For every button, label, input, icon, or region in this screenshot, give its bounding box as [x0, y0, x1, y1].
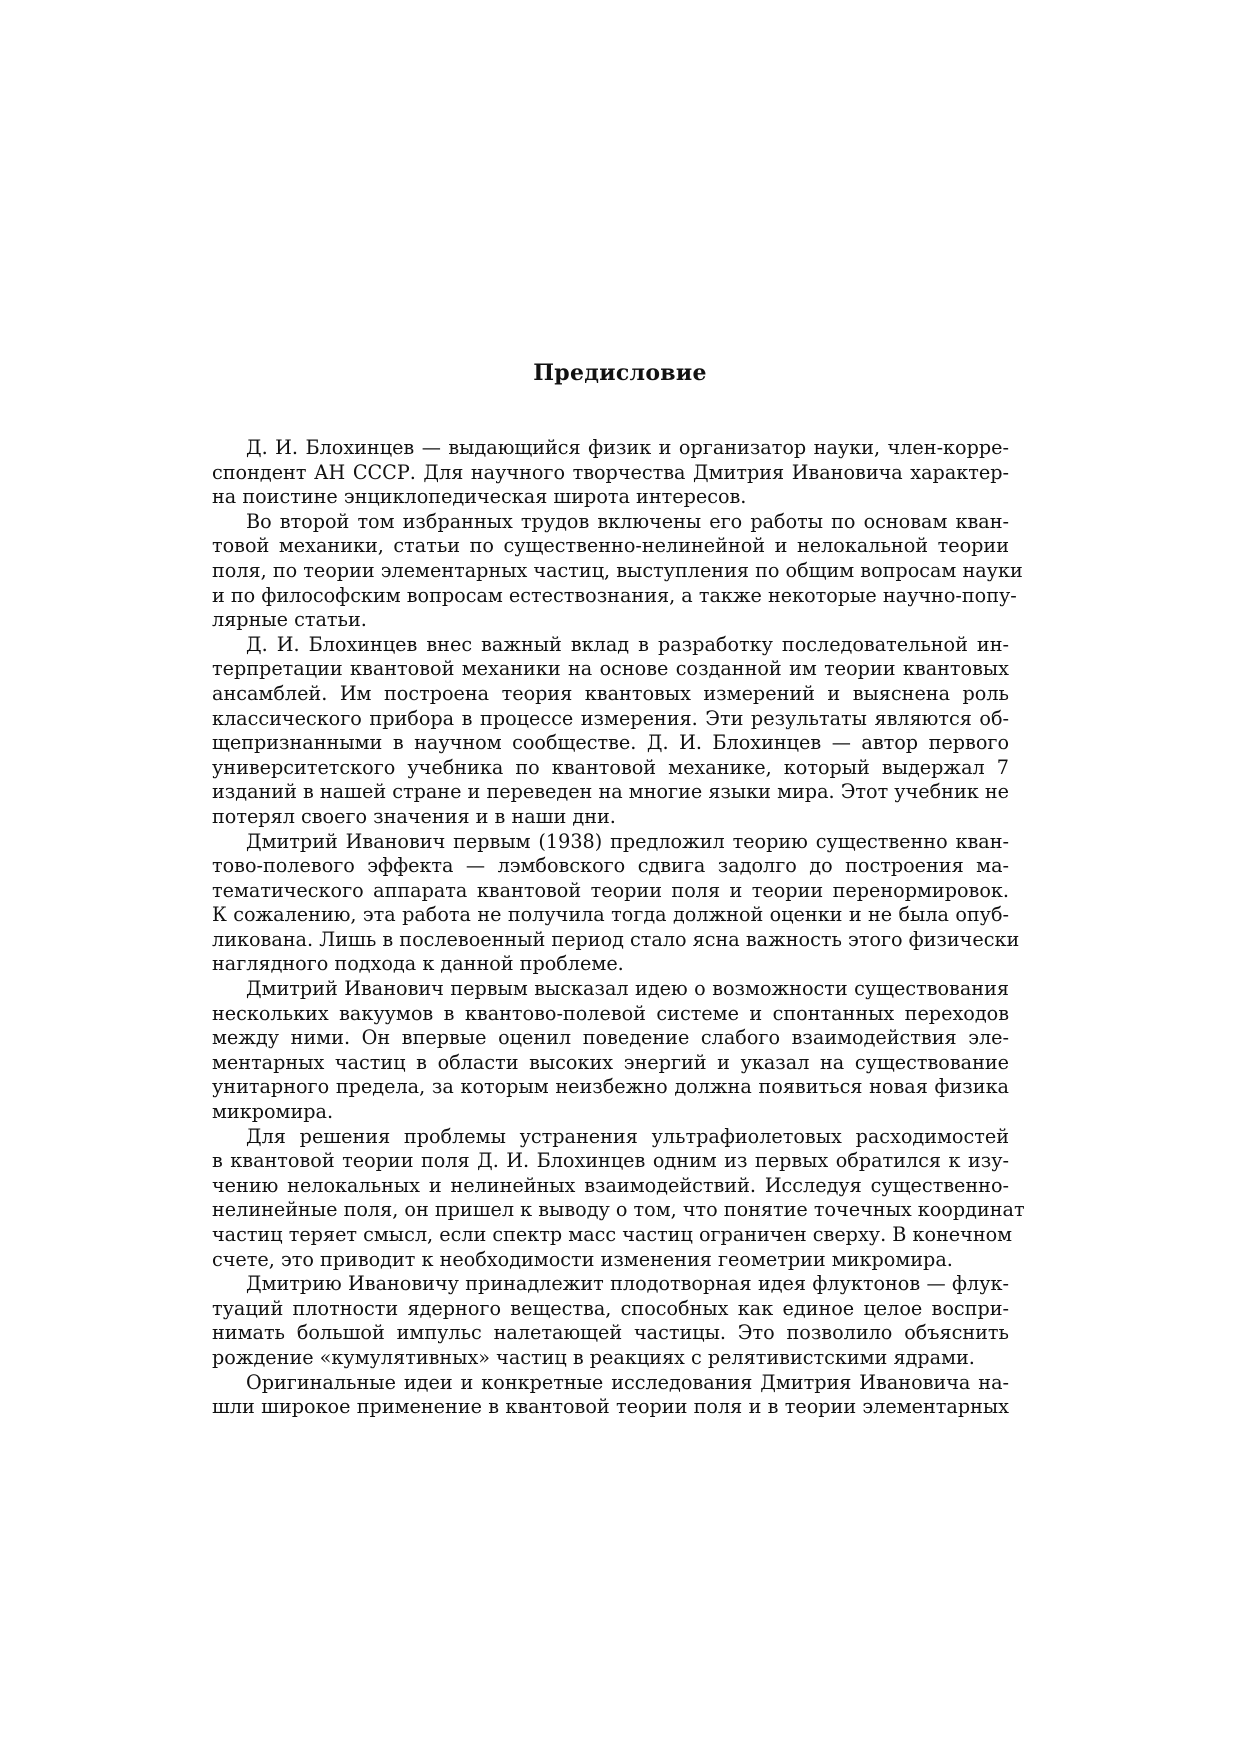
text-line: частиц теряет смысл, если спектр масс частиц ограничен сверху. В конечном	[212, 1223, 1013, 1246]
text-line: унитарного предела, за которым неизбежно должна появиться новая физика	[212, 1075, 1009, 1099]
text-line: потерял своего значения и в наши дни.	[212, 804, 616, 828]
text-line: в квантовой теории поля Д. И. Блохинцев одним из первых обратился к изу-	[212, 1149, 1009, 1173]
text-line: шли широкое применение в квантовой теории поля и в теории элементарных	[212, 1395, 1009, 1419]
paragraph	[212, 1272, 1009, 1370]
text-line: ментарных частиц в области высоких энергий и указал на существование	[212, 1050, 1009, 1074]
text-line: К сожалению, эта работа не получила тогда должной оценки и не была опуб-	[212, 903, 1009, 927]
text-line: между ними. Он впервые оценил поведение слабого взаимодействия эле-	[212, 1026, 1009, 1050]
text-line: Во второй том избранных трудов включены его работы по основам кван-	[246, 509, 1009, 533]
paragraph	[212, 829, 1020, 978]
text-line: и по философским вопросам естествознания, а также некоторые научно-попу-	[212, 583, 1017, 607]
text-line: тово-полевого эффекта — лэмбовского сдвига задолго до построения ма-	[212, 854, 1009, 878]
text-line: микромира.	[212, 1100, 334, 1124]
text-line: классического прибора в процессе измерения. Эти результаты являются об-	[212, 706, 1009, 730]
paragraph	[212, 436, 1009, 510]
text-line: нимать большой импульс налетающей частицы. Это позволило объяснить	[212, 1321, 1009, 1345]
text-line: спондент АН СССР. Для научного творчества Дмитрия Ивановича характер-	[212, 460, 1009, 484]
text-line: щепризнанными в научном сообществе. Д. И. Блохинцев — автор первого	[212, 731, 1009, 755]
text-line: наглядного подхода к данной проблеме.	[212, 952, 624, 976]
text-line: Д. И. Блохинцев внес важный вклад в разработку последовательной ин-	[246, 632, 1009, 656]
paragraph	[212, 509, 1023, 633]
text-line: Д. И. Блохинцев — выдающийся физик и организатор науки, член-корре-	[246, 436, 1009, 459]
text-line: ансамблей. Им построена теория квантовых измерений и выяснена роль	[212, 681, 1009, 705]
text-line: чению нелокальных и нелинейных взаимодействий. Исследуя существенно-	[212, 1173, 1009, 1197]
text-line: на поистине энциклопедическая широта интересов.	[212, 485, 747, 509]
text-line: тематического аппарата квантовой теории поля и теории перенормировок.	[212, 878, 1009, 902]
text-line: терпретации квантовой механики на основе созданной им теории квантовых	[212, 657, 1009, 681]
text-line: Для решения проблемы устранения ультрафиолетовых расходимостей	[246, 1124, 1009, 1148]
text-line: университетского учебника по квантовой механике, который выдержал 7	[212, 755, 1009, 779]
paragraph	[212, 977, 1009, 1125]
text-line: изданий в нашей стране и переведен на многие языки мира. Этот учебник не	[212, 780, 1009, 804]
text-line: счете, это приводит к необходимости изменения геометрии микромира.	[212, 1247, 953, 1271]
page-title: Предисловие	[533, 360, 707, 386]
text-line: поля, по теории элементарных частиц, выступления по общим вопросам науки	[212, 558, 1023, 582]
text-line: лярные статьи.	[212, 608, 367, 632]
paragraph	[212, 1371, 1009, 1420]
text-line: товой механики, статьи по существенно-нелинейной и нелокальной теории	[212, 534, 1009, 558]
text-line: Дмитрию Ивановичу принадлежит плодотворная идея флуктонов — флук-	[246, 1272, 1009, 1296]
text-line: Оригинальные идеи и конкретные исследования Дмитрия Ивановича на-	[246, 1370, 1009, 1394]
text-line: Дмитрий Иванович первым высказал идею о возможности существования	[246, 977, 1009, 1001]
body-text	[212, 436, 1025, 1420]
paragraph	[212, 1124, 1025, 1273]
text-line: Дмитрий Иванович первым (1938) предложил теорию существенно кван-	[246, 829, 1009, 853]
text-line: ликована. Лишь в послевоенный период стало ясна важность этого физически	[212, 927, 1020, 951]
text-line: нелинейные поля, он пришел к выводу о том, что понятие точечных координат	[212, 1198, 1025, 1222]
text-line: туаций плотности ядерного вещества, способных как единое целое воспри-	[212, 1296, 1009, 1320]
paragraph	[212, 633, 1009, 830]
text-line: нескольких вакуумов в квантово-полевой системе и спонтанных переходов	[212, 1001, 1009, 1025]
text-line: рождение «кумулятивных» частиц в реакциях с релятивистскими ядрами.	[212, 1345, 975, 1369]
